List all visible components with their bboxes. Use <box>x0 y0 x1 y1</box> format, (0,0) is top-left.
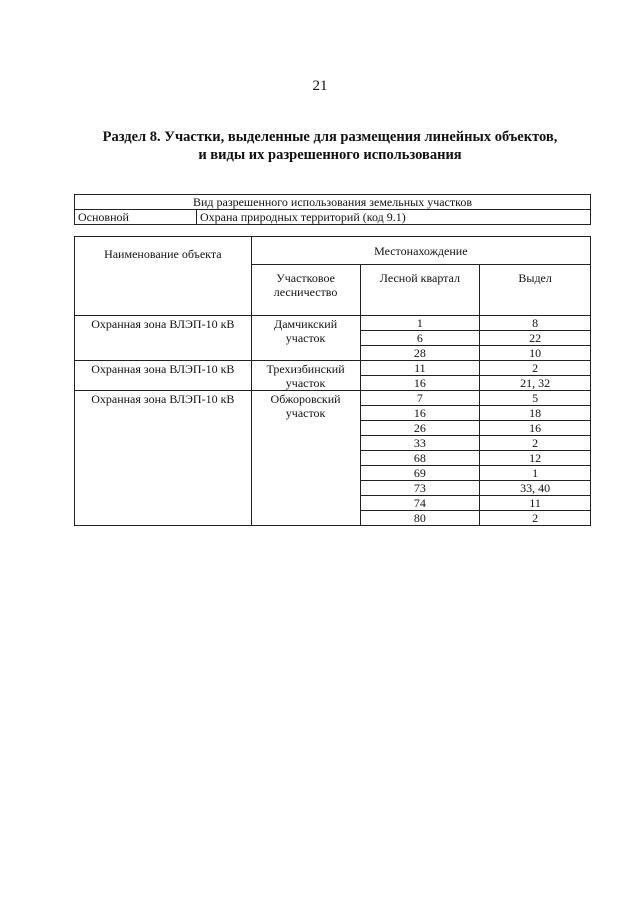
section-cell: 18 <box>480 406 591 421</box>
forest-quarter-cell: 73 <box>360 481 480 496</box>
section-heading <box>60 128 600 164</box>
permitted-use-row <box>75 210 591 225</box>
forest-quarter-cell: 69 <box>360 466 480 481</box>
district-cell <box>251 316 360 361</box>
permitted-use-header: Вид разрешенного использования земельных участков <box>75 195 591 210</box>
use-type-value: Охрана природных территорий (код 9.1) <box>197 210 591 225</box>
object-name-cell: Охранная зона ВЛЭП-10 кВ <box>75 361 252 391</box>
use-type-label: Основной <box>75 210 197 225</box>
header-row-1 <box>75 237 591 265</box>
heading-line-2: и виды их разрешенного использования <box>198 147 462 163</box>
district-line-1: Трехизбинский <box>266 362 345 376</box>
table-row <box>75 391 591 406</box>
section-cell: 21, 32 <box>480 376 591 391</box>
header-district-line-2: лесничество <box>273 285 338 299</box>
forest-quarter-cell: 80 <box>360 511 480 526</box>
forest-quarter-cell: 6 <box>360 331 480 346</box>
section-cell: 8 <box>480 316 591 331</box>
header-object-name: Наименование объекта <box>75 237 252 316</box>
permitted-use-header-row <box>75 195 591 210</box>
table-row <box>75 316 591 331</box>
permitted-use-table <box>74 194 591 225</box>
section-cell: 2 <box>480 436 591 451</box>
header-location: Местонахождение <box>251 237 590 265</box>
district-cell <box>251 361 360 391</box>
forest-quarter-cell: 33 <box>360 436 480 451</box>
object-name-cell: Охранная зона ВЛЭП-10 кВ <box>75 391 252 526</box>
heading-line-1: Раздел 8. Участки, выделенные для размещения линейных объектов, <box>102 129 558 145</box>
header-section: Выдел <box>480 265 591 316</box>
object-name-cell: Охранная зона ВЛЭП-10 кВ <box>75 316 252 361</box>
section-cell: 16 <box>480 421 591 436</box>
forest-quarter-cell: 16 <box>360 376 480 391</box>
page-number: 21 <box>312 78 328 94</box>
section-cell: 2 <box>480 361 591 376</box>
district-line-2: участок <box>285 376 326 390</box>
district-cell <box>251 391 360 526</box>
header-district-line-1: Участковое <box>276 271 335 285</box>
section-cell: 12 <box>480 451 591 466</box>
table-row <box>75 361 591 376</box>
forest-quarter-cell: 28 <box>360 346 480 361</box>
section-cell: 2 <box>480 511 591 526</box>
section-cell: 5 <box>480 391 591 406</box>
forest-quarter-cell: 7 <box>360 391 480 406</box>
section-cell: 10 <box>480 346 591 361</box>
header-quarter: Лесной квартал <box>360 265 480 316</box>
section-cell: 11 <box>480 496 591 511</box>
forest-quarter-cell: 1 <box>360 316 480 331</box>
forest-quarter-cell: 16 <box>360 406 480 421</box>
forest-quarter-cell: 11 <box>360 361 480 376</box>
section-cell: 33, 40 <box>480 481 591 496</box>
forest-quarter-cell: 74 <box>360 496 480 511</box>
forest-quarter-cell: 68 <box>360 451 480 466</box>
district-line-1: Обжоровский <box>270 392 341 406</box>
header-district <box>251 265 360 316</box>
linear-objects-table <box>74 236 591 526</box>
district-line-1: Дамчикский <box>274 317 338 331</box>
section-cell: 22 <box>480 331 591 346</box>
district-line-2: участок <box>285 406 326 420</box>
forest-quarter-cell: 26 <box>360 421 480 436</box>
district-line-2: участок <box>285 331 326 345</box>
section-cell: 1 <box>480 466 591 481</box>
